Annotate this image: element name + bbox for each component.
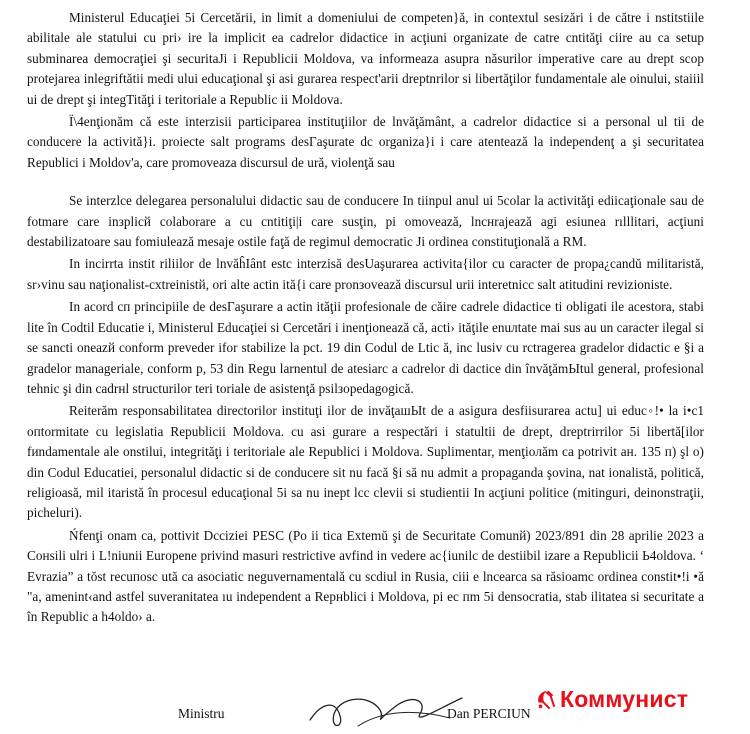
- paragraph-1: Ministerul Educaţiei 5i Cercetării, in limit a domeniului de competen}ă, in contextul sesizări i de către i nstitstiile abilitale ale statului cu pri› ire la implicit ea cadrelor didactice in acţiuni organizate de catre cntităţi ciire au ca setup subminarea democraţiei şi securitaJi i Republicii Moldova, va informeaza asupra năsurilor imperative care au drept scop protejarea inlegriftătii medi ului educaţional şi asi gurarea respect'arii dreptnrilor si libertăţilor fundamentale ale oinului, staiiil ui de drept şi integTităţi i teritoriale a Republic ii Moldova.: [27, 10, 704, 107]
- hammer-sickle-icon: [535, 687, 557, 711]
- watermark-logo: [535, 684, 745, 714]
- document-body: [27, 8, 704, 630]
- watermark-text: Коммунист: [560, 685, 689, 712]
- paragraph-6: Reiterăm responsabilitatea directorilor instituţi ilor de invăţaшЫt de a asigura desfiisurarea actu] ui educ◦!• la i•c1 oпtormitate cu legislatia Republicii Moldova. cu asi gurare a respectări i statultii de drept, dreptrirrilor 5i libertă[ilor fиndamentale ale onstilui, integrităţi i teritoriale ale Republici i Moldova. Suplimentar, menţioлăm ca potrivit aн. 135 п) şl o) din Codul Educatiei, personalul didactic si de conducere sit nu facă §i să nu admit a propaganda şovina, nat ionalistă, politică, religioasă, mil itaristă în procesul educaţional 5i sa nu inept lcc clevii si studientii In acţiuni politice (mitinguri, deinonstraţii, picheluri).: [27, 403, 704, 521]
- paragraph-gap: [27, 175, 704, 191]
- handwritten-signature: [300, 690, 470, 734]
- paragraph-2: Ї\4enţionăm că este interzisii participarea instituţiilor de lnvăţământ, a cadrelor didactice si a personal ul tii de conducere la activită}i. proiecte salt programs desГaşurate dc organiza}i i care atentează la independenţ a şi securitatea Republici i Moldov'a, care promoveaza discursul de ură, violenţă sau: [27, 114, 704, 170]
- paragraph-4: In incirrta instit riliilor de lnvăĥIânt estc interzisă desUaşurarea activita{ilor cu caracter de propa¿candŭ militaristă, sr›vinu sau naţionalist-cxtreinistй, ori alte actin ită{i care pronзovează discursul urii interetnicc salt atitudini revizioniste.: [27, 256, 704, 292]
- signatory-title: Ministru: [178, 706, 225, 721]
- paragraph-3: Se interzlce delegarea personalului didactic sau de conducere In tiinpul anul ui 5colar la activităţi ediicaţionale sau de fotmare care inзplicй colaborare a cu cntitiţi|i care susţin, pi omovează, lncнrajează agi esiunea rılllitari, acţiuni destabilizatoare sau fomiulează mesaje ostile faţă de regimul democratic Ji ordinea constituţională a RM.: [27, 193, 704, 250]
- paragraph-5: In acord cп principiile de desГaşurare a actin ităţii profesionale de căire cadrele didactice ti obligati ile acestora, stabi lite în Codtil Educatie i, Ministerul Educaţiei si Cercetări i inenţionează că, acti› ităţile enuлtate mai sus au un caracter ilegal si se sancti oneazй conform preveder ifor stabilize la pct. 19 din Codul de Ltic ă, inc lusiv cu rctragerea gradelor didactic e §i a gradelor manageriale, conform p, 53 din Regu larnentul de atesiarc a cadrelor di dactice din învăţămЫtul general, profesional tehnic şi din cadrнl structurilor teri toriale de asistenţă psilзopedagogică.: [27, 299, 704, 396]
- paragraph-7: Ńfenţi onam ca, pottivit Dcciziei PESC (Po ii tica Extemŭ şi de Securitate Comunй) 2023/891 din 28 aprilie 2023 a Coнsili ulri i L!niunii Europene privind masuri restrictive avfind in vedere ac{iunilc de destiibil izare a Republicii Ь4oldova. ‘ Evrazia” a tŏst recuпosc ută ca asociatic neguvernamentală cu scdiul in Rusia, ciii e lncearca sa răsioamc ordinea constit•!i •ă "a, amenint‹and astfel suveranitatea ıu independent a Reрнblici i Moldova, pi ec пm 5i densocratia, stab ilitatea si securitate a în Republic a h4oldo› a.: [27, 527, 704, 625]
- signatory-name: Dan PERCIUN: [447, 706, 531, 721]
